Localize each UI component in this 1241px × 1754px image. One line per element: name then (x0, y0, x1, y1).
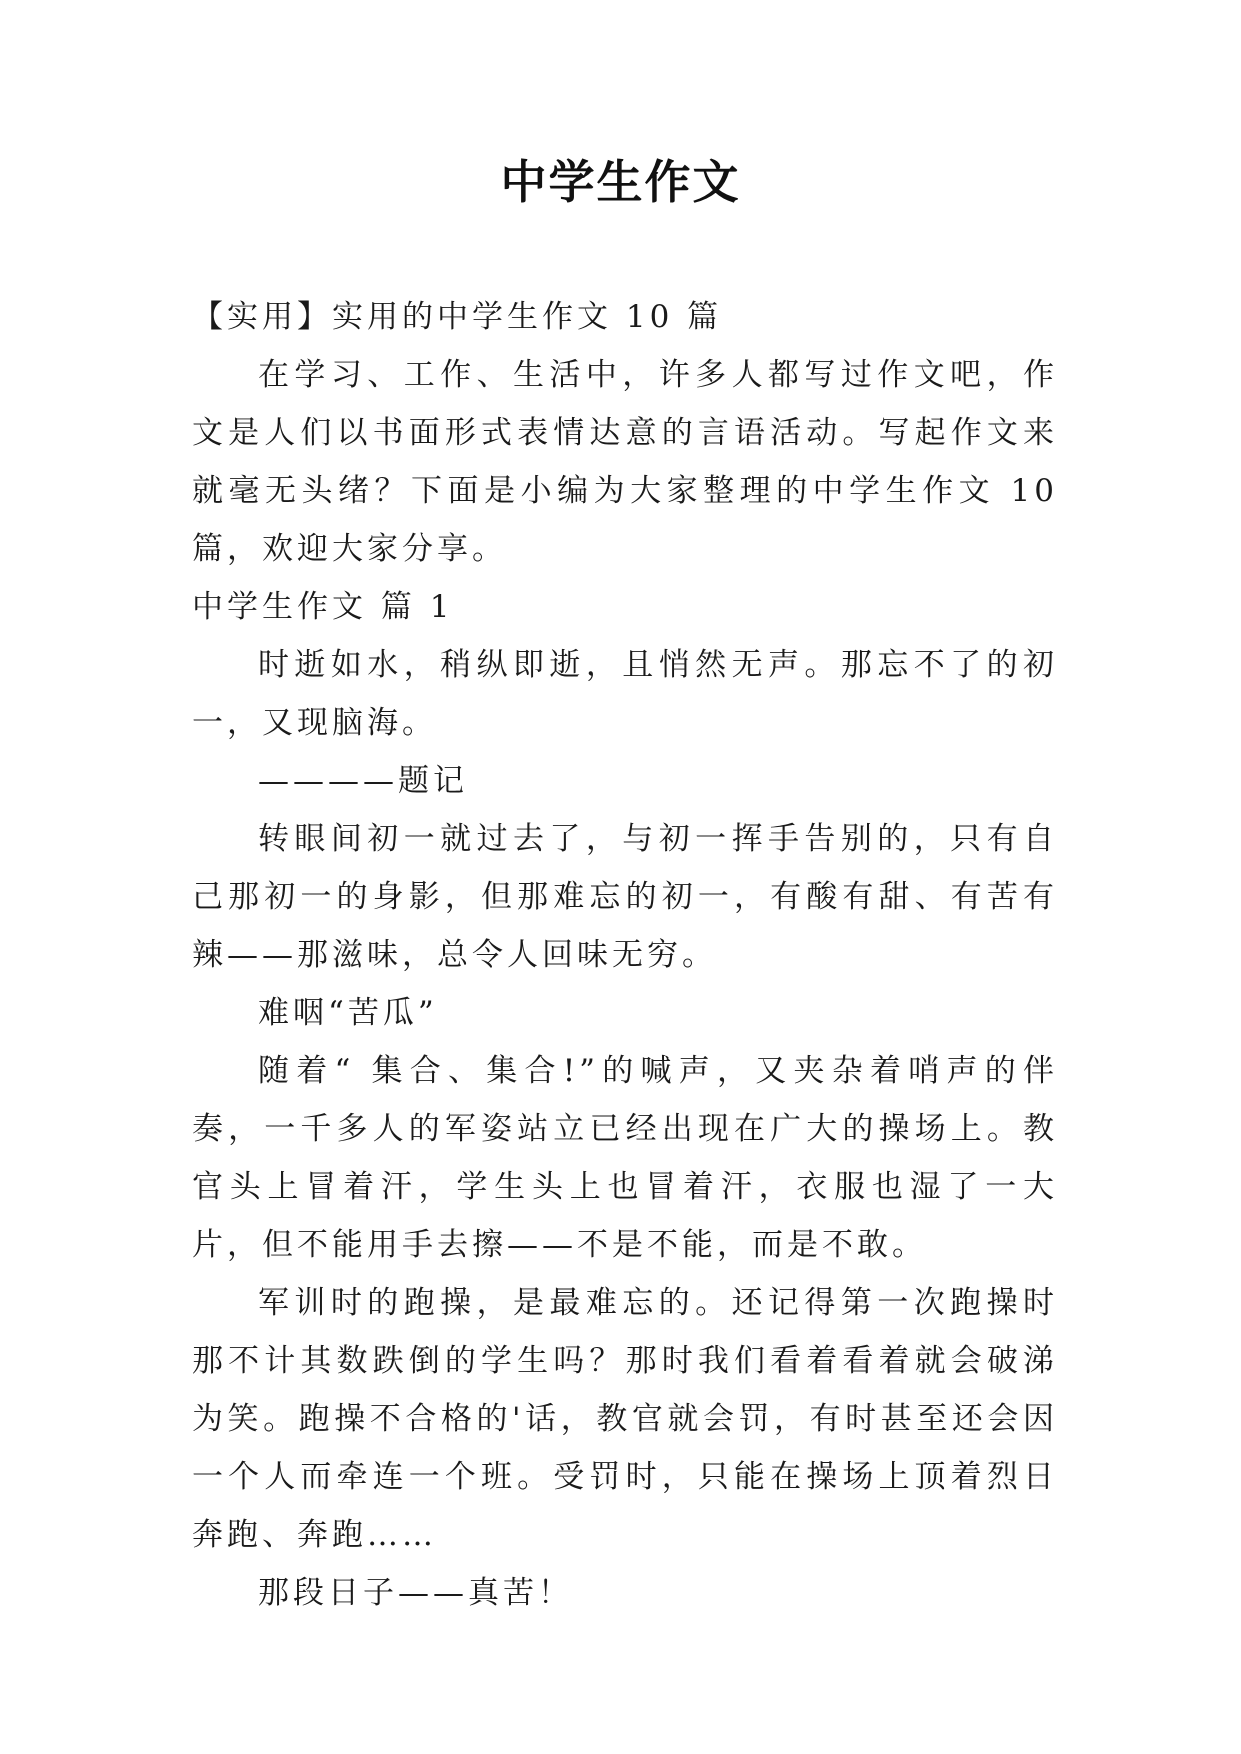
paragraph: 军训时的跑操，是最难忘的。还记得第一次跑操时那不计其数跌倒的学生吗？那时我们看着看着就会破涕为笑。跑操不合格的'话，教官就会罚，有时甚至还会因一个人而牵连一个班。受罚时，只能在操场上顶着烈日奔跑、奔跑…… (192, 1285, 1058, 1553)
paragraph: 时逝如水，稍纵即逝，且悄然无声。那忘不了的初一，又现脑海。 (192, 647, 1058, 741)
epigraph-note: ————题记 (258, 763, 468, 799)
paragraph-subtitle: 【实用】实用的中学生作文 10 篇 (192, 299, 723, 335)
subheading: 难咽“苦瓜” (258, 995, 438, 1031)
paragraph: 随着“ 集合、集合!”的喊声，又夹杂着哨声的伴奏，一千多人的军姿站立已经出现在广大的操场上。教官头上冒着汗，学生头上也冒着汗，衣服也湿了一大片，但不能用手去擦——不是不能，而是不敢。 (192, 1053, 1058, 1263)
document-body (192, 288, 1058, 1622)
document-title: 中学生作文 (500, 155, 741, 209)
section-heading-1: 中学生作文 篇 1 (192, 589, 454, 625)
paragraph-intro: 在学习、工作、生活中，许多人都写过作文吧，作文是人们以书面形式表情达意的言语活动。写起作文来就毫无头绪？下面是小编为大家整理的中学生作文 10 篇，欢迎大家分享。 (192, 357, 1058, 567)
paragraph: 那段日子——真苦！ (258, 1575, 573, 1611)
paragraph: 转眼间初一就过去了，与初一挥手告别的，只有自己那初一的身影，但那难忘的初一，有酸有甜、有苦有辣——那滋味，总令人回味无穷。 (192, 821, 1058, 973)
